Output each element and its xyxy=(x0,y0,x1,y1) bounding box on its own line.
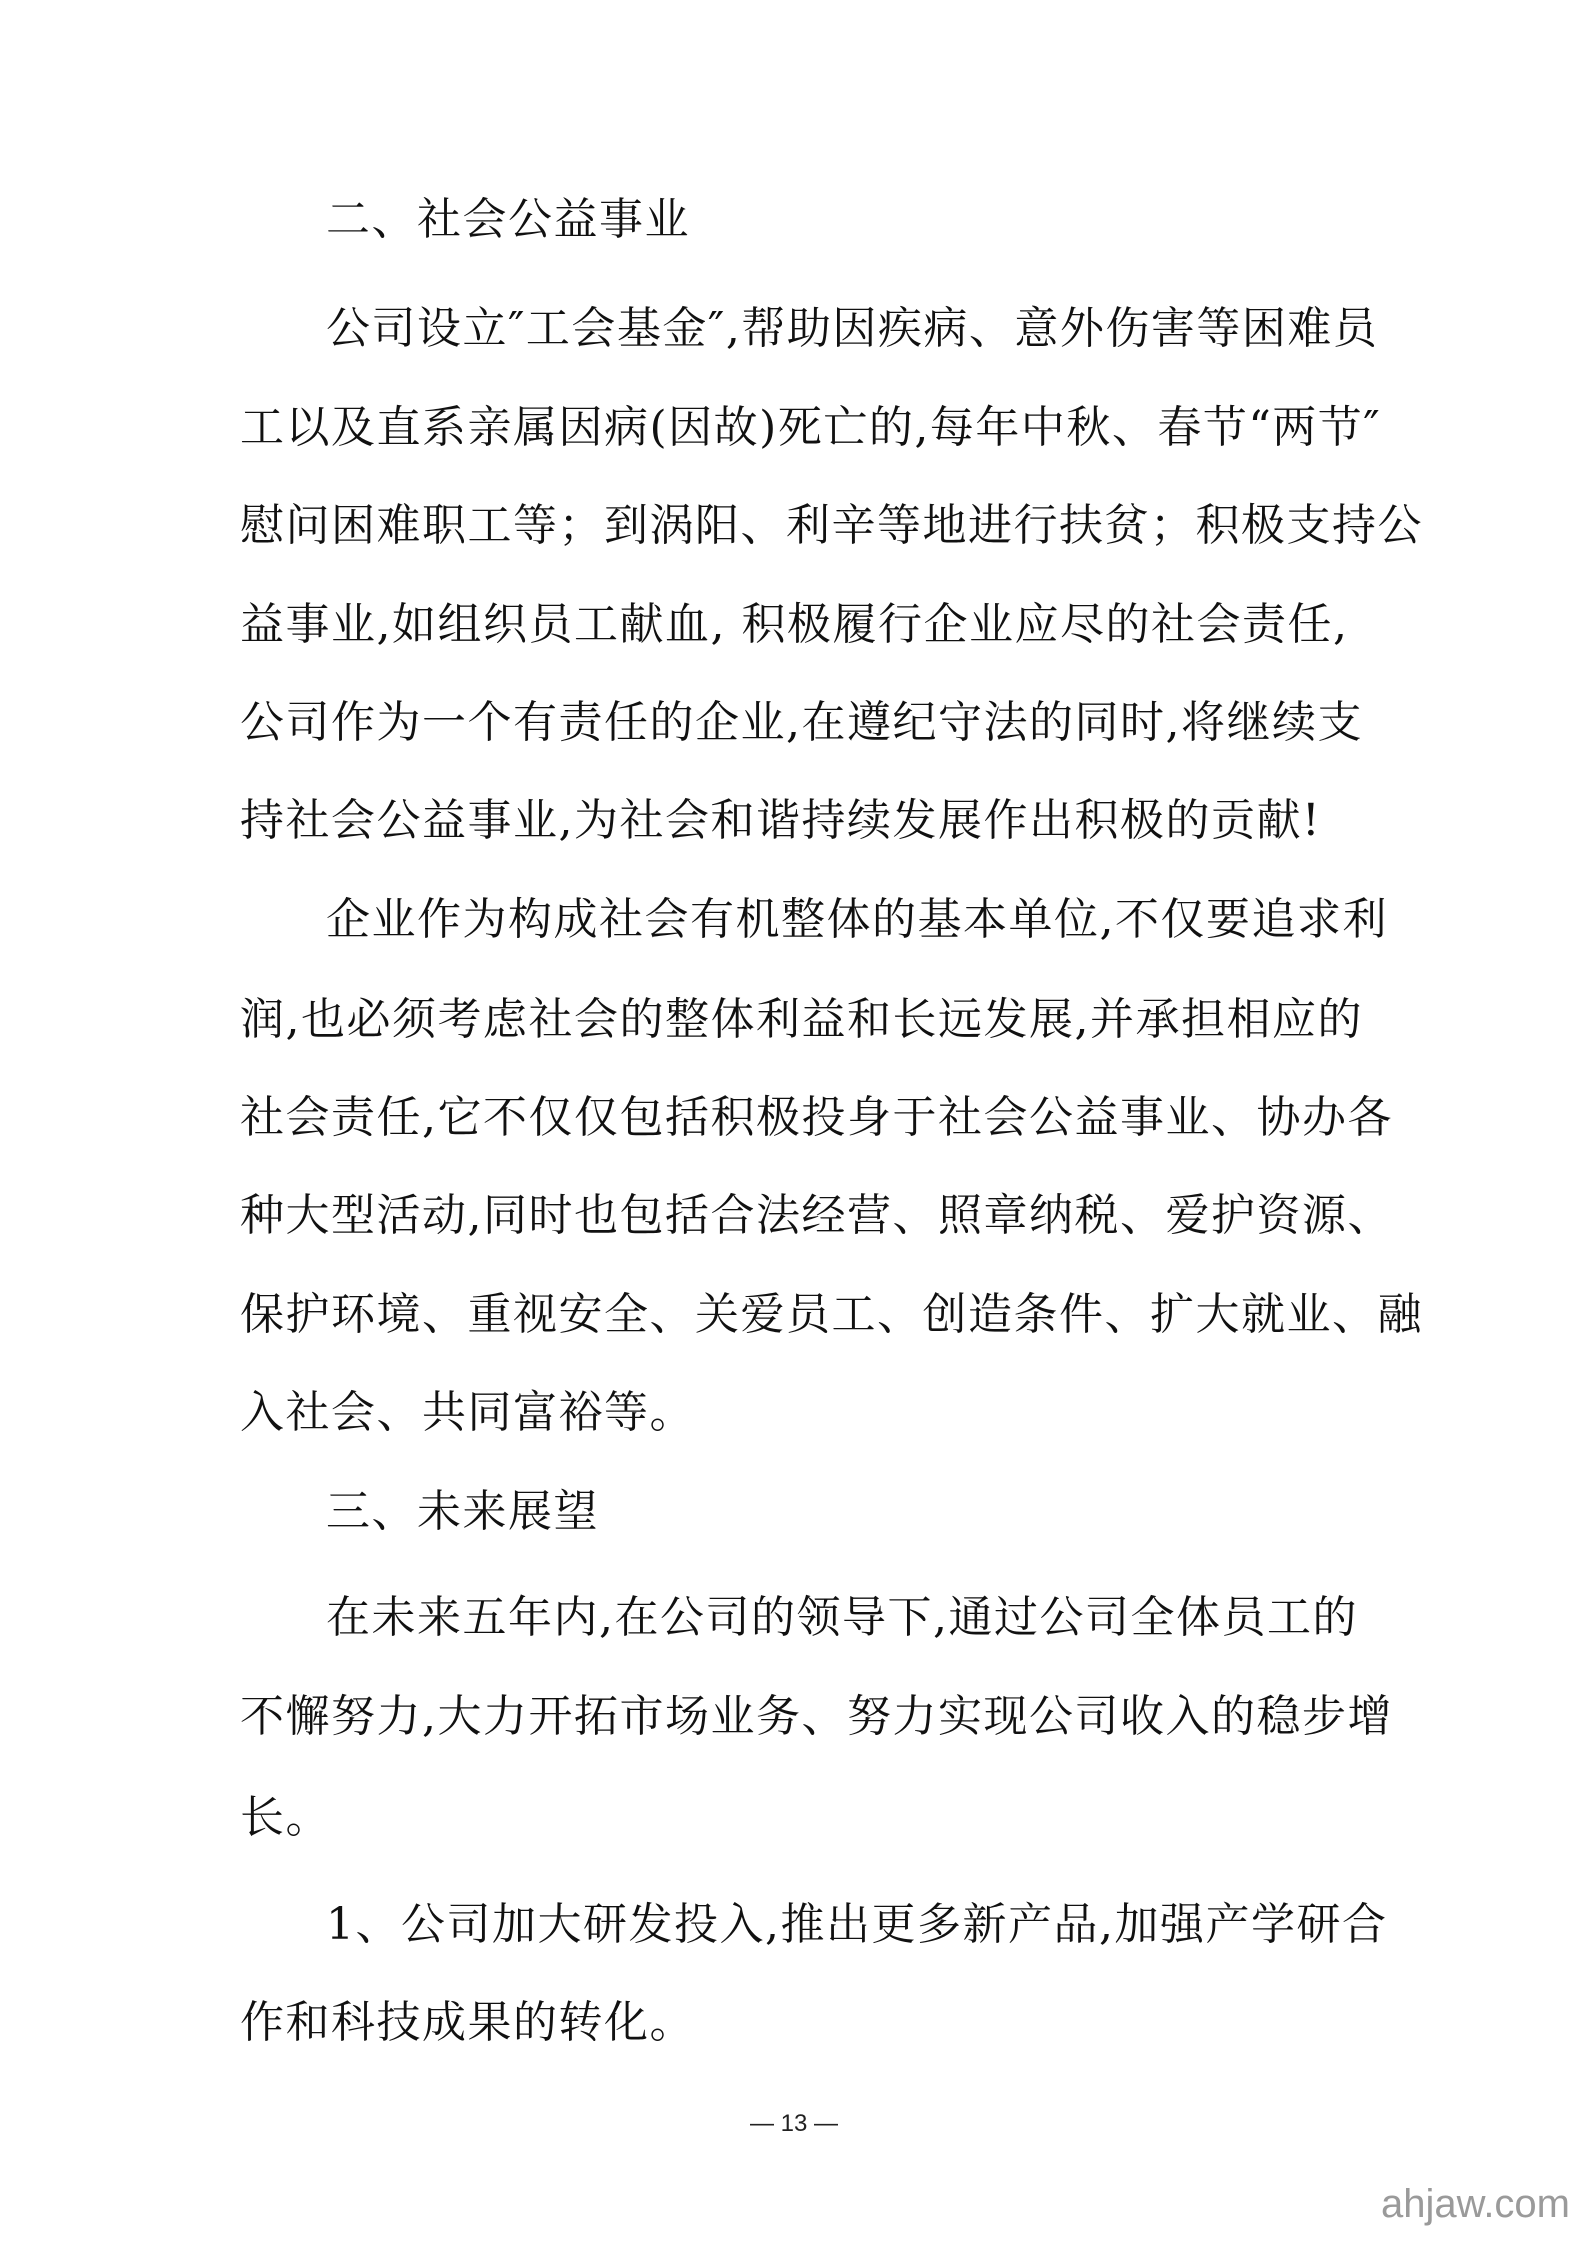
watermark: ahjaw.com xyxy=(1381,2182,1570,2226)
text-line: 在未来五年内,在公司的领导下,通过公司全体员工的 xyxy=(326,1592,1358,1643)
text-line: 工以及直系亲属因病(因故)死亡的,每年中秋、春节“两节″ xyxy=(240,402,1382,453)
text-line: 入社会、共同富裕等。 xyxy=(240,1387,695,1438)
section-heading: 二、社会公益事业 xyxy=(326,194,690,245)
text-line: 慰问困难职工等；到涡阳、利辛等地进行扶贫；积极支持公 xyxy=(240,500,1423,551)
page-number: — 13 — xyxy=(749,2110,839,2137)
text-line: 1、公司加大研发投入,推出更多新产品,加强产学研合 xyxy=(326,1899,1388,1950)
text-line: 润,也必须考虑社会的整体利益和长远发展,并承担相应的 xyxy=(240,994,1363,1045)
text-line: 社会责任,它不仅仅包括积极投身于社会公益事业、协办各 xyxy=(240,1092,1393,1143)
text-line: 不懈努力,大力开拓市场业务、努力实现公司收入的稳步增 xyxy=(240,1691,1393,1742)
text-line: 种大型活动,同时也包括合法经营、照章纳税、爱护资源、 xyxy=(240,1190,1393,1241)
text-line: 益事业,如组织员工献血, 积极履行企业应尽的社会责任, xyxy=(240,599,1349,650)
text-line: 持社会公益事业,为社会和谐持续发展作出积极的贡献! xyxy=(240,795,1322,846)
text-line: 作和科技成果的转化。 xyxy=(240,1997,695,2048)
text-line: 企业作为构成社会有机整体的基本单位,不仅要追求利 xyxy=(326,894,1388,945)
text-line: 保护环境、重视安全、关爱员工、创造条件、扩大就业、融 xyxy=(240,1289,1423,1340)
text-line: 长。 xyxy=(240,1792,331,1843)
text-line: 公司设立″工会基金″,帮助因疾病、意外伤害等困难员 xyxy=(326,303,1379,354)
section-heading: 三、未来展望 xyxy=(326,1486,599,1537)
text-line: 公司作为一个有责任的企业,在遵纪守法的同时,将继续支 xyxy=(240,697,1363,748)
